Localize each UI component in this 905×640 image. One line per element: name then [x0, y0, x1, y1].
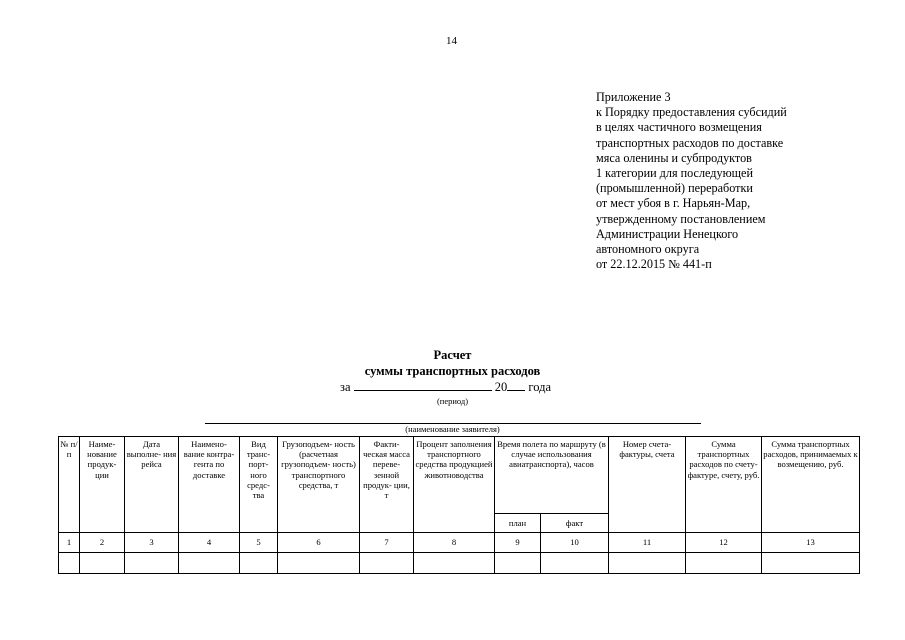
header-cell: Сумма транспортных расходов по счету-фактуре, счету, руб. [686, 437, 762, 533]
column-number: 7 [360, 533, 414, 553]
appendix-line: Приложение 3 [596, 90, 671, 104]
period-blank [354, 379, 492, 391]
column-number: 4 [179, 533, 240, 553]
table-cell [762, 553, 860, 574]
appendix-line: (промышленной) переработки [596, 181, 753, 196]
table-row [59, 553, 860, 574]
appendix-block [596, 90, 896, 272]
appendix-line: 1 категории для последующей [596, 166, 753, 181]
period-line [340, 379, 551, 395]
page-number: 14 [446, 35, 457, 47]
year-suffix: года [528, 380, 551, 394]
column-number: 8 [414, 533, 495, 553]
column-number: 11 [609, 533, 686, 553]
appendix-line: от мест убоя в г. Нарьян-Мар, [596, 196, 751, 211]
table-cell [278, 553, 360, 574]
table-cell [686, 553, 762, 574]
appendix-line: утвержденному постановлением [596, 211, 766, 226]
table-cell [414, 553, 495, 574]
column-number: 6 [278, 533, 360, 553]
header-cell: Факти- ческая масса переве- зенной продук- ции, т [360, 437, 414, 533]
header-cell: Время полета по маршруту (в случае использования авиатранспорта), часов [495, 437, 609, 514]
column-number: 13 [762, 533, 860, 553]
subheader-cell: факт [541, 514, 609, 533]
header-cell: Дата выполне- ния рейса [125, 437, 179, 533]
table-cell [179, 553, 240, 574]
table-cell [240, 553, 278, 574]
appendix-line: транспортных расходов по доставке [596, 135, 784, 150]
table-cell [125, 553, 179, 574]
header-cell: Вид транс- порт- ного средс- тва [240, 437, 278, 533]
table-cell [541, 553, 609, 574]
table-cell [609, 553, 686, 574]
year-prefix: 20 [494, 380, 508, 394]
subheader-cell: план [495, 514, 541, 533]
appendix-line: в целях частичного возмещения [596, 120, 762, 135]
calculation-table [58, 436, 860, 574]
table-cell [59, 553, 80, 574]
document-subtitle: суммы транспортных расходов [364, 364, 541, 378]
column-number: 12 [686, 533, 762, 553]
period-prefix: за [340, 380, 351, 394]
header-cell: Процент заполнения транспортного средства продукцией животноводства [414, 437, 495, 533]
header-cell: Номер счета- фактуры, счета [609, 437, 686, 533]
appendix-line: мяса оленины и субпродуктов [596, 150, 752, 165]
column-number-row [59, 533, 860, 553]
appendix-line: от 22.12.2015 № 441-п [596, 257, 712, 272]
appendix-line: автономного округа [596, 242, 700, 257]
period-caption: (период) [436, 396, 469, 406]
column-number: 1 [59, 533, 80, 553]
column-number: 10 [541, 533, 609, 553]
column-number: 5 [240, 533, 278, 553]
applicant-caption: (наименование заявителя) [405, 424, 500, 434]
appendix-line: к Порядку предоставления субсидий [596, 105, 787, 120]
column-number: 9 [495, 533, 541, 553]
header-cell: Наиме- нование продук- ции [80, 437, 125, 533]
document-title: Расчет [433, 348, 472, 362]
column-number: 2 [80, 533, 125, 553]
header-cell: Грузоподъем- ность (расчетная грузоподъем- ность) транспортного средства, т [278, 437, 360, 533]
table-cell [80, 553, 125, 574]
table-header-row [59, 437, 860, 514]
table-cell [360, 553, 414, 574]
column-number: 3 [125, 533, 179, 553]
header-cell: Сумма транспортных расходов, принимаемых к возмещению, руб. [762, 437, 860, 533]
header-cell: № п/п [59, 437, 80, 533]
header-cell: Наимено- вание контра- гента по доставке [179, 437, 240, 533]
year-blank [507, 379, 525, 391]
appendix-line: Администрации Ненецкого [596, 226, 739, 241]
table-cell [495, 553, 541, 574]
